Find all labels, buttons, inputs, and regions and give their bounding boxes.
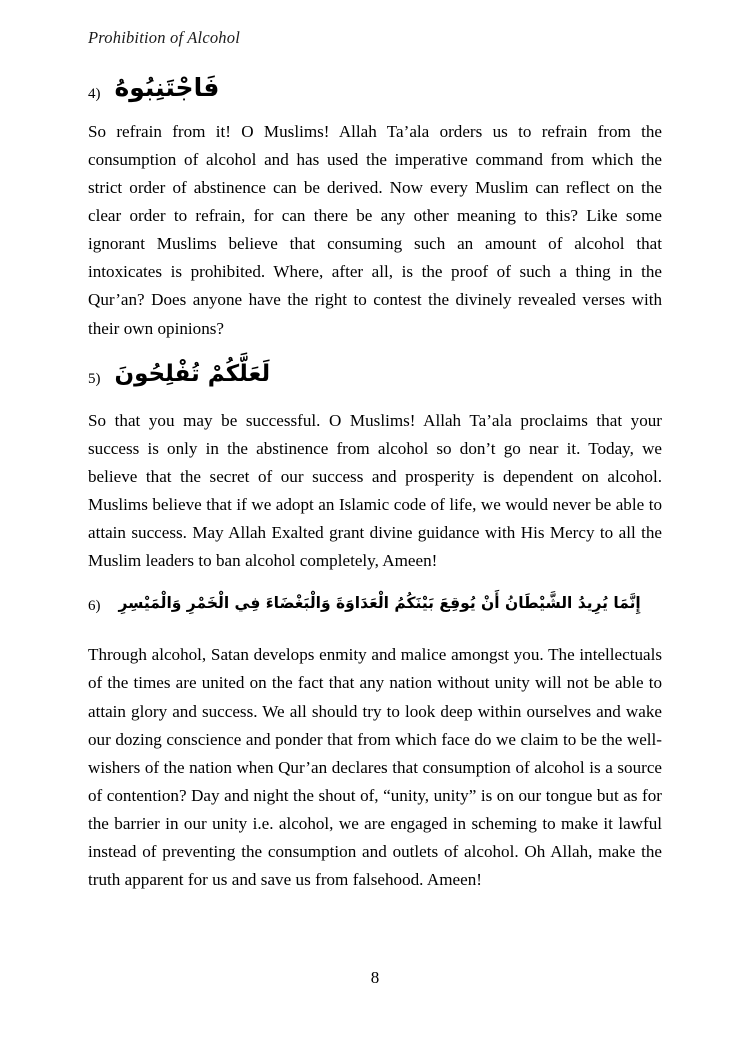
quotation-block-5 xyxy=(88,361,662,395)
body-paragraph-1: So refrain from it! O Muslims! Allah Ta’ala orders us to refrain from the consumption of alcohol and has used the imperative command from which the strict order of abstinence can be derived. Now every Muslim can reflect on the clear order to refrain, for can there be any other meaning to this? Like some ignorant Muslims believe that consuming such an amount of alcohol that intoxicates is prohibited. Where, after all, is the proof of such a thing in the Qur’an? Does anyone have the right to contest the divinely revealed verses with their own opinions? xyxy=(88,121,662,338)
quotation-arabic-4: فَاجْتَنِبُوهُ xyxy=(114,72,220,102)
body-paragraph-3: Through alcohol, Satan develops enmity and malice amongst you. The intellectuals of the times are united on the fact that any nation without unity will not be able to attain glory and success. We all should try to look deep within ourselves and wake our dozing conscience and ponder that from which face do we claim to be the well-wishers of the nation when Qur’an declares that consumption of alcohol is a source of contention? Day and night the shout of, “unity, unity” is on our tongue but as for the barrier in our unity i.e. alcohol, we are engaged in scheming to make it lawful instead of preventing the consumption and outlets of alcohol. Oh Allah, make the truth apparent for us and save us from falsehood. Ameen! xyxy=(88,645,662,890)
quotation-number-4: 4) xyxy=(88,85,101,102)
quotation-number-5: 5) xyxy=(88,370,101,387)
page-number: 8 xyxy=(370,968,380,987)
quotation-number-6: 6) xyxy=(88,598,101,615)
body-paragraph-2: So that you may be successful. O Muslims! Allah Ta’ala proclaims that your success is only in the abstinence from alcohol so don’t go near it. Today, we believe that the secret of our success and prosperity is dependent on alcohol. Muslims believe that if we adopt an Islamic code of life, we would never be able to attain success. May Allah Exalted grant divine guidance with His Mercy to all the Muslim leaders to ban alcohol completely, Ameen! xyxy=(88,410,662,571)
quotation-arabic-6: إِنَّمَا يُرِيدُ الشَّيْطَانُ أَنْ يُوقِعَ بَيْنَكُمُ الْعَدَاوَةَ وَالْبَغْضَاءَ فِي الْخَمْرِ وَالْمَيْسِرِ xyxy=(118,594,641,613)
running-header: Prohibition of Alcohol xyxy=(88,28,240,47)
quotation-block-4 xyxy=(88,74,662,108)
quotation-block-6 xyxy=(88,595,662,629)
page-content xyxy=(88,28,662,894)
quotation-arabic-5: لَعَلَّكُمْ تُفْلِحُونَ xyxy=(114,360,271,387)
